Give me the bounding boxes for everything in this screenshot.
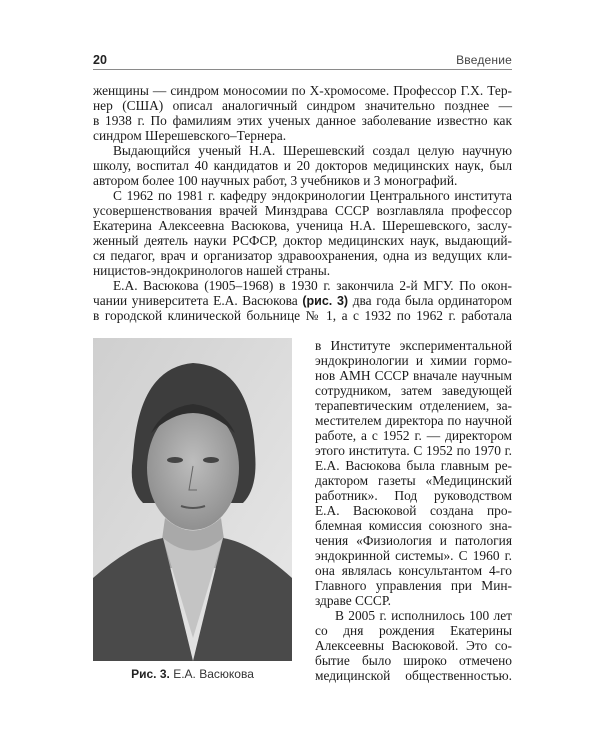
text-line: Е.А. Васюкова (1905–1968) в 1930 г. закончила 2-й МГУ. По окон- (113, 278, 512, 293)
text-line: Екатерина Алексеевна Васюкова, ученица Н.А. Шерешевского, заслу- (93, 218, 512, 233)
text-line: работник». Под руководством (315, 488, 512, 503)
text-line: синдром Шерешевского–Тернера. (93, 128, 287, 143)
text-line (93, 293, 512, 308)
text-line: здраве СССР. (315, 593, 391, 608)
portrait-image (93, 338, 292, 661)
text-line: школу, воспитал 40 кандидатов и 20 докторов медицинских наук, был (93, 158, 512, 173)
text-line: терапевтическим отделением, за- (315, 398, 512, 413)
text-line: автором более 100 научных работ, 3 учебников и 3 монографий. (93, 173, 458, 188)
text-line: сотрудником, затем заведующей (315, 383, 512, 398)
text-line: медицинской общественностью. (315, 668, 512, 683)
running-header (93, 52, 512, 70)
text-line: со дня рождения Екатерины (315, 623, 512, 638)
text-segment: два года была ординатором (348, 293, 512, 308)
text-line: нер (США) описал аналогичный синдром значительно позднее — (93, 98, 512, 113)
text-line: Главного управления при Мин- (315, 578, 512, 593)
text-line: чения «Физиология и патология (315, 533, 512, 548)
text-line: дактором газеты «Медицинский (315, 473, 512, 488)
text-line: Е.А. Васюкова была главным ре- (315, 458, 512, 473)
figure-caption-text: Е.А. Васюкова (173, 667, 254, 681)
text-line: Е.А. Васюковой создана про- (315, 503, 512, 518)
text-line: Алексеевны Васюковой. Это со- (315, 638, 512, 653)
figure-reference: (рис. 3) (302, 294, 349, 308)
text-line: эндокринной системы». С 1960 г. (315, 548, 512, 563)
text-line: работе, а с 1952 г. — директором (315, 428, 512, 443)
text-line: Выдающийся ученый Н.А. Шерешевский создал целую научную (113, 143, 512, 158)
text-line: она являлась консультантом 4-го (315, 563, 512, 578)
page-number: 20 (93, 53, 107, 67)
figure-label: Рис. 3. (131, 667, 170, 681)
portrait-photo (93, 338, 292, 661)
right-column-text (315, 338, 512, 683)
figure-caption (93, 667, 292, 681)
full-width-text (93, 83, 512, 323)
text-line: в городской клинической больнице № 1, а с 1932 по 1962 г. работала (93, 308, 512, 323)
text-line: ницистов-эндокринологов нашей страны. (93, 263, 331, 278)
text-segment: чании университета Е.А. Васюкова (93, 293, 303, 308)
text-line: эндокринологии и химии гормо- (315, 353, 512, 368)
text-line: женщины — синдром моносомии по Х-хромосоме. Профессор Г.Х. Тер- (93, 83, 512, 98)
text-line: В 2005 г. исполнилось 100 лет (335, 608, 512, 623)
text-line: женный деятель науки РСФСР, доктор медицинских наук, выдающий- (93, 233, 512, 248)
section-title: Введение (456, 53, 512, 67)
text-line: ся педагог, врач и организатор здравоохранения, одна из ведущих кли- (93, 248, 512, 263)
text-line: усовершенствования врачей Минздрава СССР возглавляла профессор (93, 203, 512, 218)
text-line: блемная комиссия союзного зна- (315, 518, 512, 533)
text-line: местителем директора по научной (315, 413, 512, 428)
text-line: в Институте экспериментальной (315, 338, 512, 353)
text-line: в 1938 г. По фамилиям этих ученых данное заболевание известно как (93, 113, 512, 128)
text-line: нов АМН СССР вначале научным (315, 368, 512, 383)
text-line: С 1962 по 1981 г. кафедру эндокринологии Центрального института (113, 188, 512, 203)
text-line: бытие было широко отмечено (315, 653, 512, 668)
text-line: этого института. С 1952 по 1970 г. (315, 443, 512, 458)
